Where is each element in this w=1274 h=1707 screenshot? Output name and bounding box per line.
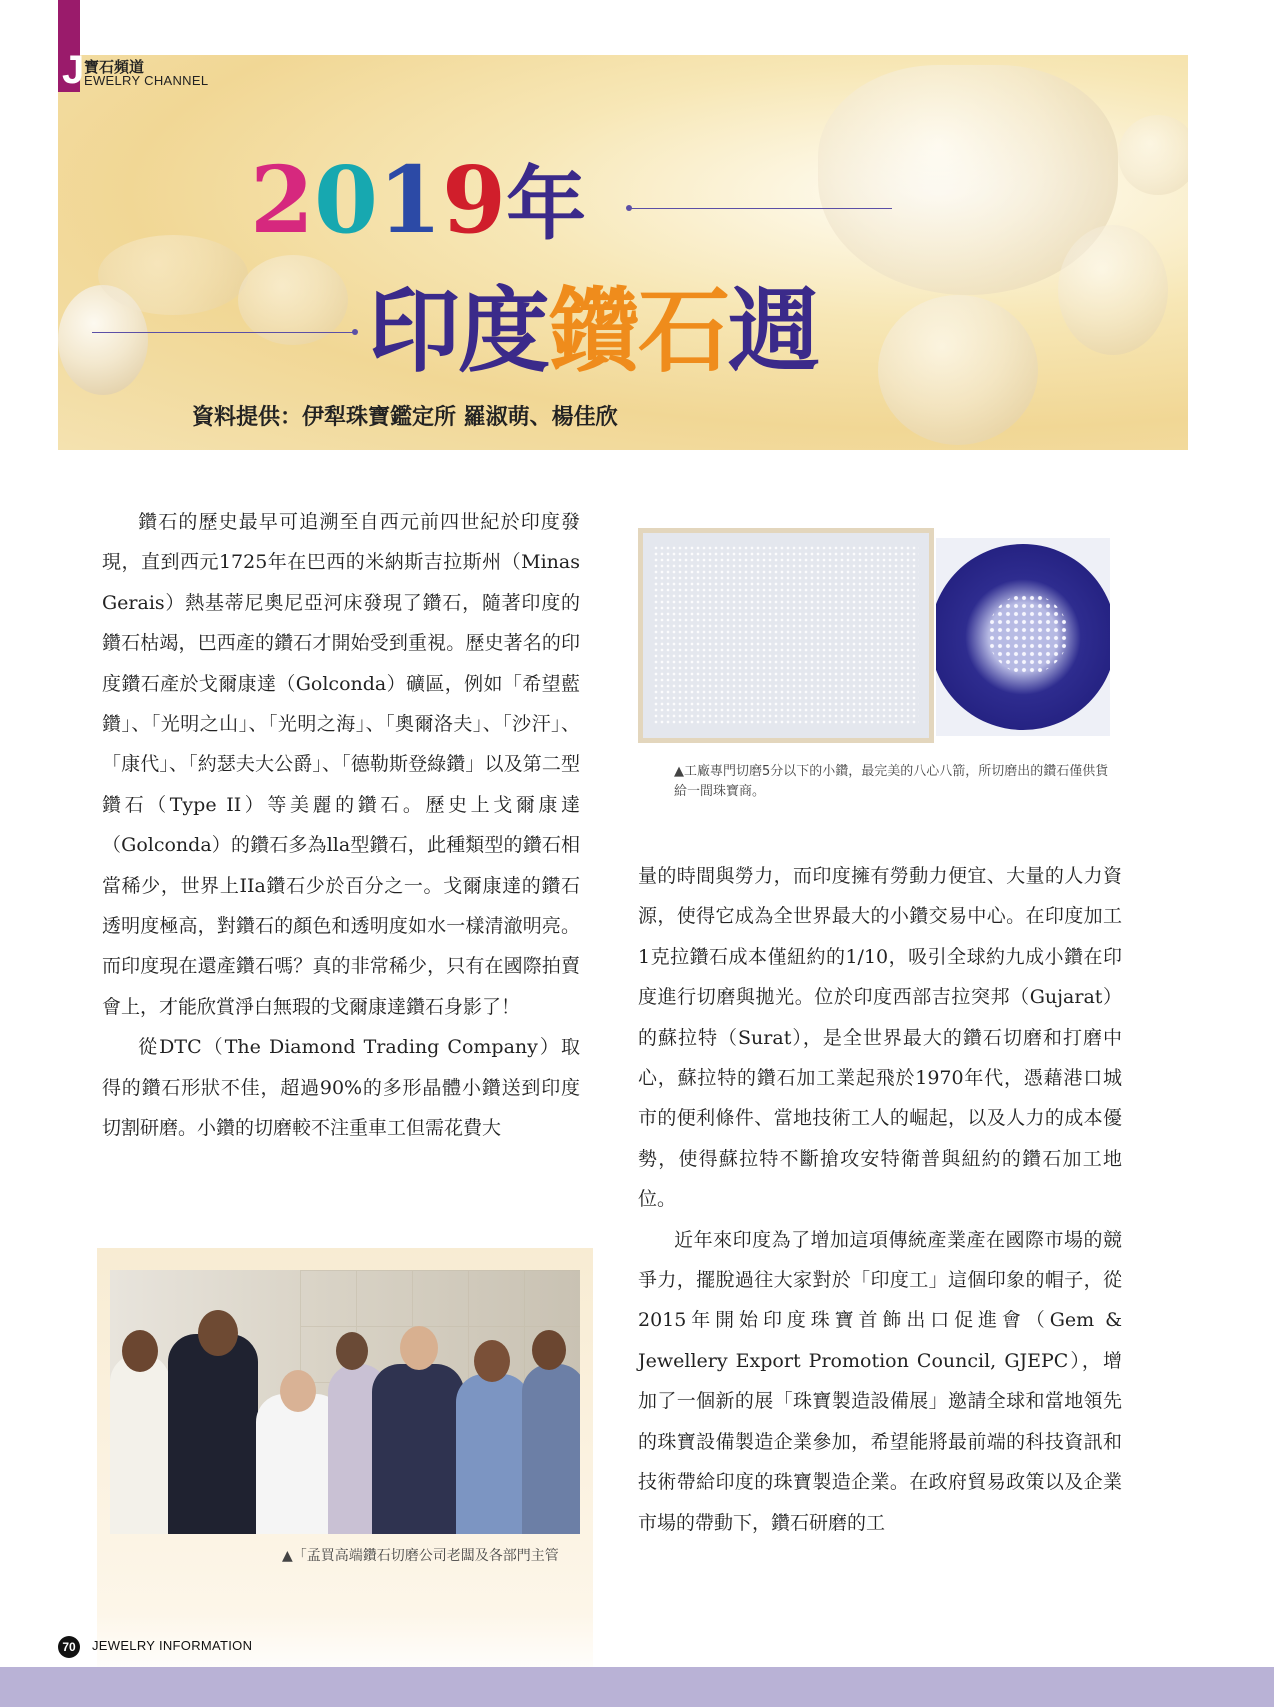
year-suffix: 年	[506, 158, 587, 251]
article-column-right	[638, 856, 1122, 1543]
channel-letter: J	[62, 48, 85, 92]
article-paragraph: 量的時間與勞力，而印度擁有勞動力便宜、大量的人力資源，使得它成為全世界最大的小鑽交易中心。在印度加工1克拉鑽石成本僅紐約的1/10，吸引全球約九成小鑽在印度進行切磨與拋光。位於印度西部吉拉突邦（Gujarat）的蘇拉特（Surat），是全世界最大的鑽石切磨和打磨中心，蘇拉特的鑽石加工業起飛於1970年代，憑藉港口城市的便利條件、當地技術工人的崛起，以及人力的成本優勢，使得蘇拉特不斷搶攻安特衛普與紐約的鑽石加工地位。	[638, 865, 1122, 1211]
title-part: 週	[728, 278, 819, 385]
channel-name-en: EWELRY CHANNEL	[84, 73, 209, 88]
title-rule-dot	[352, 329, 358, 335]
page-number: 70	[58, 1636, 80, 1658]
article-paragraph: 近年來印度為了增加這項傳統產業產在國際市場的競爭力，擺脫過往大家對於「印度工」這個印象的帽子，從2015年開始印度珠寶首飾出口促進會（Gem & Jewellery Export Promotion Council, GJEPC），增加了一個新的展「珠寶製造設備展」邀請全球和當地領先的珠寶設備製造企業參加，希望能將最前端的科技資訊和技術帶給印度的珠寶製造企業。在政府貿易政策以及企業市場的帶動下，鑽石研磨的工	[638, 1228, 1122, 1534]
diamond-dish-photo	[936, 538, 1110, 736]
title-rule	[92, 332, 354, 333]
group-photo	[110, 1270, 580, 1534]
article-paragraph: 從DTC（The Diamond Trading Company）取得的鑽石形狀不佳，超過90%的多形晶體小鑽送到印度切割研磨。小鑽的切磨較不注重車工但需花費大	[102, 1036, 580, 1140]
byline: 資料提供：伊犁珠寶鑑定所 羅淑萌、楊佳欣	[192, 404, 618, 430]
article-column-left	[102, 502, 580, 1149]
article-paragraph: 鑽石的歷史最早可追溯至自西元前四世紀於印度發現，直到西元1725年在巴西的米納斯吉拉斯州（Minas Gerais）熱基蒂尼奧尼亞河床發現了鑽石，隨著印度的鑽石枯竭，巴西產的鑽石才開始受到重視。歷史著名的印度鑽石產於戈爾康達（Golconda）礦區，例如「希望藍鑽」、「光明之山」、「光明之海」、「奧爾洛夫」、「沙汗」、「康代」、「約瑟夫大公爵」、「德勒斯登綠鑽」以及第二型鑽石（Type II）等美麗的鑽石。歷史上戈爾康達（Golconda）的鑽石多為lla型鑽石，此種類型的鑽石相當稀少，世界上IIa鑽石少於百分之一。戈爾康達的鑽石透明度極高，對鑽石的顏色和透明度如水一樣清澈明亮。而印度現在還產鑽石嗎？真的非常稀少，只有在國際拍賣會上，才能欣賞淨白無瑕的戈爾康達鑽石身影了！	[102, 511, 580, 1018]
footer-label: JEWELRY INFORMATION	[92, 1638, 253, 1653]
year-digit: 9	[442, 146, 507, 254]
title-banner	[58, 55, 1188, 450]
diamond-tray-photo	[638, 528, 934, 743]
channel-name-zh: 寶石頻道	[84, 58, 145, 76]
year-digit: 2	[250, 146, 315, 254]
year-digit: 1	[378, 146, 443, 254]
photo-caption: ▲「孟買高端鑽石切磨公司老闆及各部門主管	[282, 1548, 559, 1564]
title-year	[250, 146, 587, 255]
page-title	[368, 278, 819, 385]
footer-band	[0, 1667, 1274, 1707]
title-rule	[630, 208, 892, 209]
title-part: 印度	[368, 278, 549, 385]
year-digit: 0	[314, 146, 379, 254]
photo-caption: ▲工廠專門切磨5分以下的小鑽，最完美的八心八箭，所切磨出的鑽石僅供貨給一間珠寶商。	[674, 764, 1109, 799]
title-part-highlight: 鑽石	[548, 278, 729, 385]
